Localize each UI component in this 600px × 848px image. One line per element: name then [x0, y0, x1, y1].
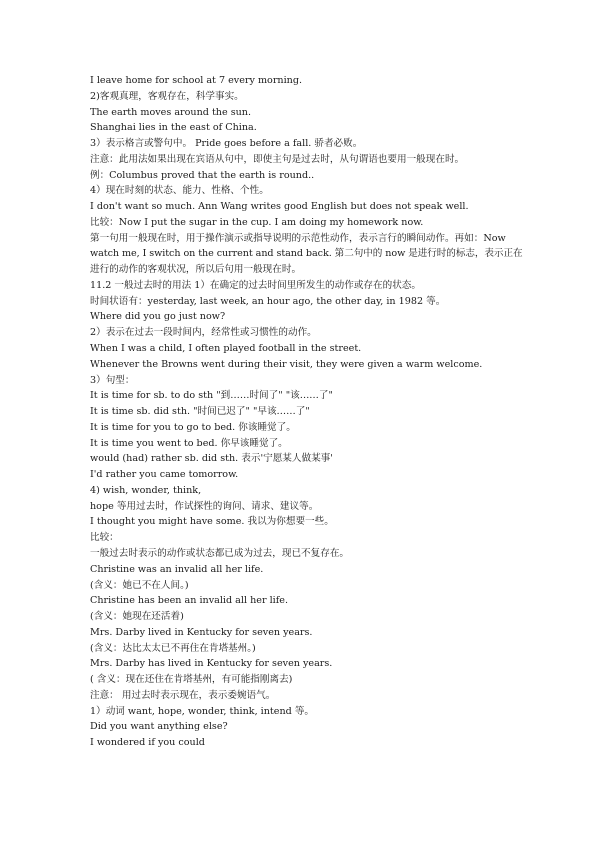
text-line: 时间状语有：yesterday, last week, an hour ago, the other day, in 1982 等。	[90, 295, 446, 307]
text-line: 注意：此用法如果出现在宾语从句中，即使主句是过去时，从句谓语也要用一般现在时。	[90, 153, 465, 165]
text-line: Whenever the Browns went during their visit, they were given a warm welcome.	[90, 358, 483, 370]
text-line: The earth moves around the sun.	[90, 106, 252, 118]
text-line: It is time you went to bed. 你早该睡觉了。	[90, 437, 288, 449]
document-body	[90, 73, 523, 751]
text-line: 比较：	[90, 532, 119, 544]
text-line: I leave home for school at 7 every morning.	[90, 75, 303, 86]
text-line: I wondered if you could	[90, 737, 205, 749]
text-line: 2）表示在过去一段时间内，经常性或习惯性的动作。	[90, 327, 317, 339]
text-line: Where did you go just now?	[90, 311, 226, 323]
text-line: Shanghai lies in the east of China.	[90, 122, 257, 134]
text-line: 4) wish, wonder, think,	[90, 484, 202, 496]
text-line: hope 等用过去时，作试探性的询问、请求、建议等。	[90, 500, 319, 512]
text-line: watch me, I switch on the current and stand back. 第二句中的 now 是进行时的标志，表示正在	[90, 248, 523, 260]
text-line: Christine was an invalid all her life.	[90, 563, 264, 575]
text-line: It is time for you to go to bed. 你该睡觉了。	[90, 421, 296, 433]
text-line: 11.2 一般过去时的用法 1）在确定的过去时间里所发生的动作或存在的状态。	[90, 279, 421, 291]
text-line: 比较：Now I put the sugar in the cup. I am doing my homework now.	[90, 216, 424, 228]
text-line: 3）表示格言或警句中。 Pride goes before a fall. 骄者必败。	[90, 138, 363, 150]
text-line: 第一句用一般现在时，用于操作演示或指导说明的示范性动作，表示言行的瞬间动作。再如：Now	[90, 232, 506, 244]
text-line: Did you want anything else?	[90, 721, 228, 733]
text-line: (含义：达比太太已不再住在肯塔基州。)	[90, 642, 256, 654]
text-line: Mrs. Darby has lived in Kentucky for seven years.	[90, 658, 333, 670]
text-line: It is time for sb. to do sth "到……时间了" "该……了"	[90, 390, 333, 402]
text-line: 进行的动作的客观状况，所以后句用一般现在时。	[90, 264, 302, 276]
text-line: 1）动词 want, hope, wonder, think, intend 等。	[90, 705, 315, 717]
text-line: I thought you might have some. 我以为你想要一些。	[90, 516, 334, 528]
text-line: When I was a child, I often played football in the street.	[90, 343, 362, 355]
text-line: would (had) rather sb. did sth. 表示'宁愿某人做某事'	[90, 453, 333, 465]
text-line: 一般过去时表示的动作或状态都已成为过去，现已不复存在。	[90, 547, 350, 559]
text-line: I don't want so much. Ann Wang writes good English but does not speak well.	[90, 201, 469, 213]
text-line: Christine has been an invalid all her life.	[90, 595, 288, 607]
text-line: 注意： 用过去时表示现在，表示委婉语气。	[90, 689, 276, 701]
text-line: (含义：她现在还活着)	[90, 611, 184, 623]
text-line: It is time sb. did sth. "时间已迟了" "早该……了"	[90, 406, 310, 418]
text-line: 4）现在时刻的状态、能力、性格、个性。	[90, 185, 269, 197]
text-line: Mrs. Darby lived in Kentucky for seven years.	[90, 626, 313, 638]
text-line: I'd rather you came tomorrow.	[90, 469, 239, 481]
text-line: 例：Columbus proved that the earth is round..	[90, 169, 315, 181]
text-line: 2)客观真理，客观存在，科学事实。	[90, 90, 244, 102]
text-line: 3）句型：	[90, 374, 135, 386]
text-line: (含义：她已不在人间。)	[90, 579, 189, 591]
text-line: ( 含义：现在还住在肯塔基州，有可能指刚离去)	[90, 674, 293, 686]
